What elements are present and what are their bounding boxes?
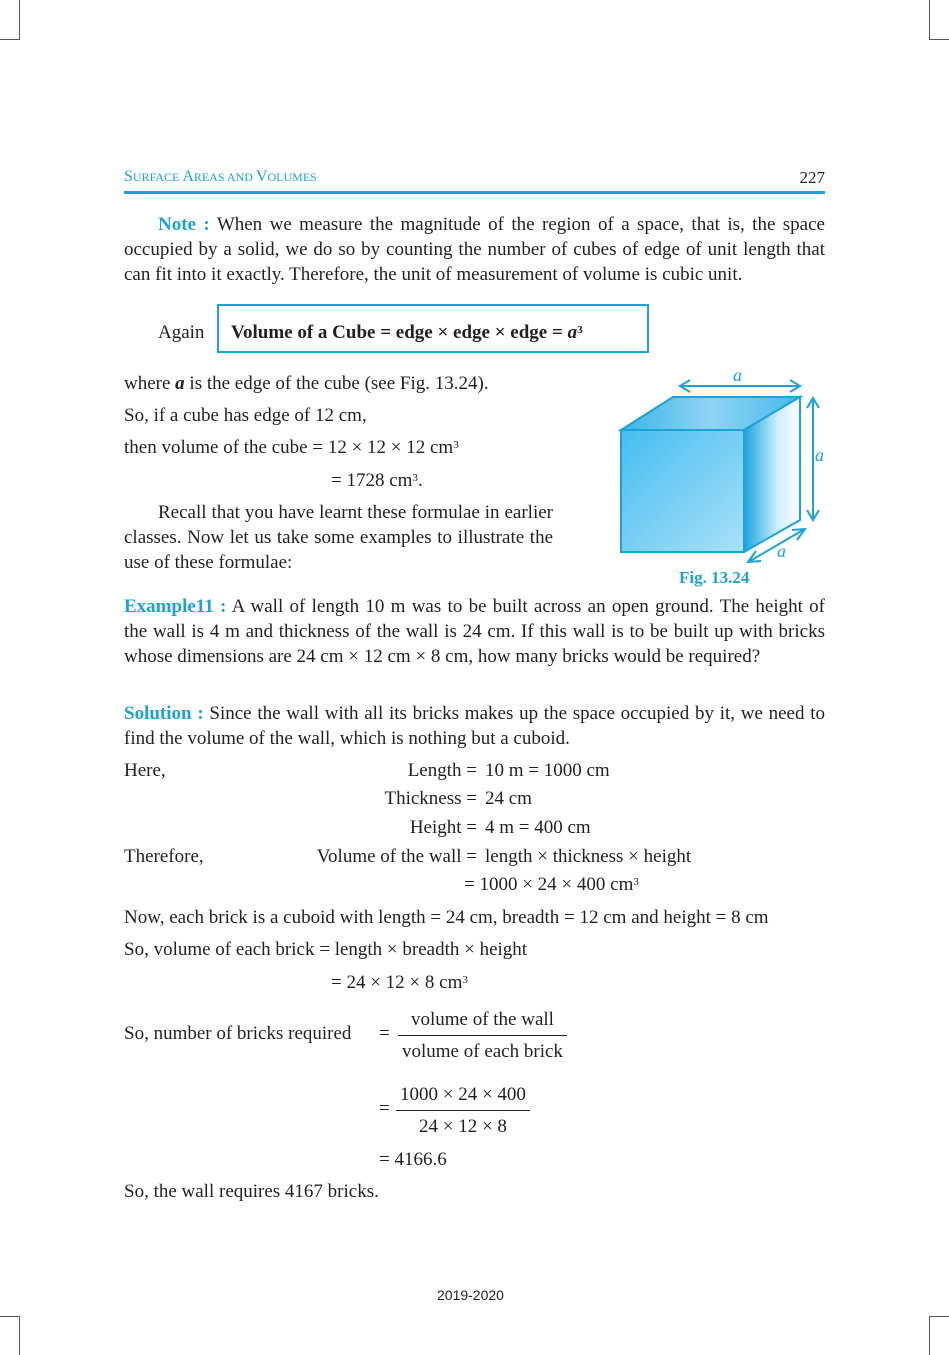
thickness-label: Thickness = <box>384 788 477 809</box>
edge-definition: where a is the edge of the cube (see Fig. 13.24). <box>124 373 489 394</box>
brick-volume-value: = 24 × 12 × 8 $cm^3$ <box>331 972 468 993</box>
brick-volume-formula: So, volume of each brick = length × breadth × height <box>124 939 528 960</box>
footer-year: 2019-2020 <box>437 1287 504 1303</box>
therefore-label: Therefore, <box>124 846 204 867</box>
cube-front-face <box>621 430 744 552</box>
crop-mark <box>929 1316 930 1355</box>
wall-volume-formula: length × thickness × height <box>485 846 692 867</box>
brick-dimensions: Now, each brick is a cuboid with length = 24 cm, breadth = 12 cm and height = 8 cm <box>124 907 769 928</box>
height-label: Height = <box>409 817 477 838</box>
thickness-value: 24 cm <box>485 788 532 809</box>
note-paragraph <box>124 212 825 287</box>
example-label: Example11 : <box>124 596 227 617</box>
bricks-required-label: So, number of bricks required <box>124 1023 352 1044</box>
wall-volume-value: = 1000 × 24 × 400 $cm^3$ <box>464 874 639 895</box>
edge-label-top: a <box>733 365 742 385</box>
cube-figure <box>610 362 840 572</box>
cube-volume-line: then volume of the cube = 12 × 12 × 12 $cm^3$ <box>124 437 459 458</box>
page-number: 227 <box>799 168 825 187</box>
crop-mark <box>0 39 20 40</box>
fraction-numeric <box>396 1082 530 1139</box>
solution-label: Solution : <box>124 703 204 724</box>
here-label: Here, <box>124 760 166 781</box>
edge-label-right: a <box>815 445 824 465</box>
length-label: Length = <box>407 760 477 781</box>
edge-label-depth: a <box>777 541 786 561</box>
formula-text: Volume of a Cube = edge × edge × edge = $a^3$ <box>231 322 583 343</box>
edge-example: So, if a cube has edge of 12 cm, <box>124 405 367 426</box>
conclusion: So, the wall requires 4167 bricks. <box>124 1181 379 1202</box>
recall-paragraph: Recall that you have learnt these formulae in earlier classes. Now let us take some examples to illustrate the use of these formulae: <box>124 502 553 573</box>
wall-volume-label: Volume of the wall = <box>316 846 477 867</box>
result-value: = 4166.6 <box>379 1149 447 1170</box>
fraction-volumes <box>398 1007 567 1064</box>
note-label: Note : <box>158 214 210 235</box>
fraction-numerator: volume of the wall <box>398 1007 567 1036</box>
fraction-denominator: 24 × 12 × 8 <box>419 1116 507 1137</box>
figure-caption: Fig. 13.24 <box>679 568 750 587</box>
header-title: SURFACE AREAS AND VOLUMES <box>124 168 317 185</box>
crop-mark <box>19 0 20 40</box>
crop-mark <box>929 39 949 40</box>
fraction-numerator: 1000 × 24 × 400 <box>396 1082 530 1111</box>
cube-volume-result: = 1728 $cm^3$. <box>331 470 423 491</box>
note-text: When we measure the magnitude of the region of a space, that is, the space occupied by a solid, we do so by counting the number of cubes of edge of unit length that can fit into it exactly. Therefore, the unit of measurement of volume is cubic unit. <box>124 214 825 285</box>
fraction-denominator: volume of each brick <box>402 1041 563 1062</box>
example-paragraph <box>124 594 825 669</box>
solution-text: Since the wall with all its bricks makes up the space occupied by it, we need to find the volume of the wall, which is nothing but a cuboid. <box>124 703 826 749</box>
equals-sign: = <box>379 1098 390 1119</box>
crop-mark <box>19 1316 20 1355</box>
length-value: 10 m = 1000 cm <box>485 760 610 781</box>
height-value: 4 m = 400 cm <box>485 817 591 838</box>
crop-mark <box>929 0 930 40</box>
example-text: A wall of length 10 m was to be built across an open ground. The height of the wall is 4 m and thickness of the wall is 24 cm. If this wall is to be built up with bricks whose dimensions are 24 cm × 12 cm × 8 cm, how many bricks would be required? <box>124 596 825 667</box>
running-header <box>124 168 825 192</box>
equals-sign: = <box>379 1023 390 1044</box>
solution-paragraph <box>124 701 825 751</box>
crop-mark <box>929 1316 949 1317</box>
crop-mark <box>0 1316 20 1317</box>
formula-lead: Again <box>158 322 205 343</box>
header-rule <box>124 191 825 194</box>
